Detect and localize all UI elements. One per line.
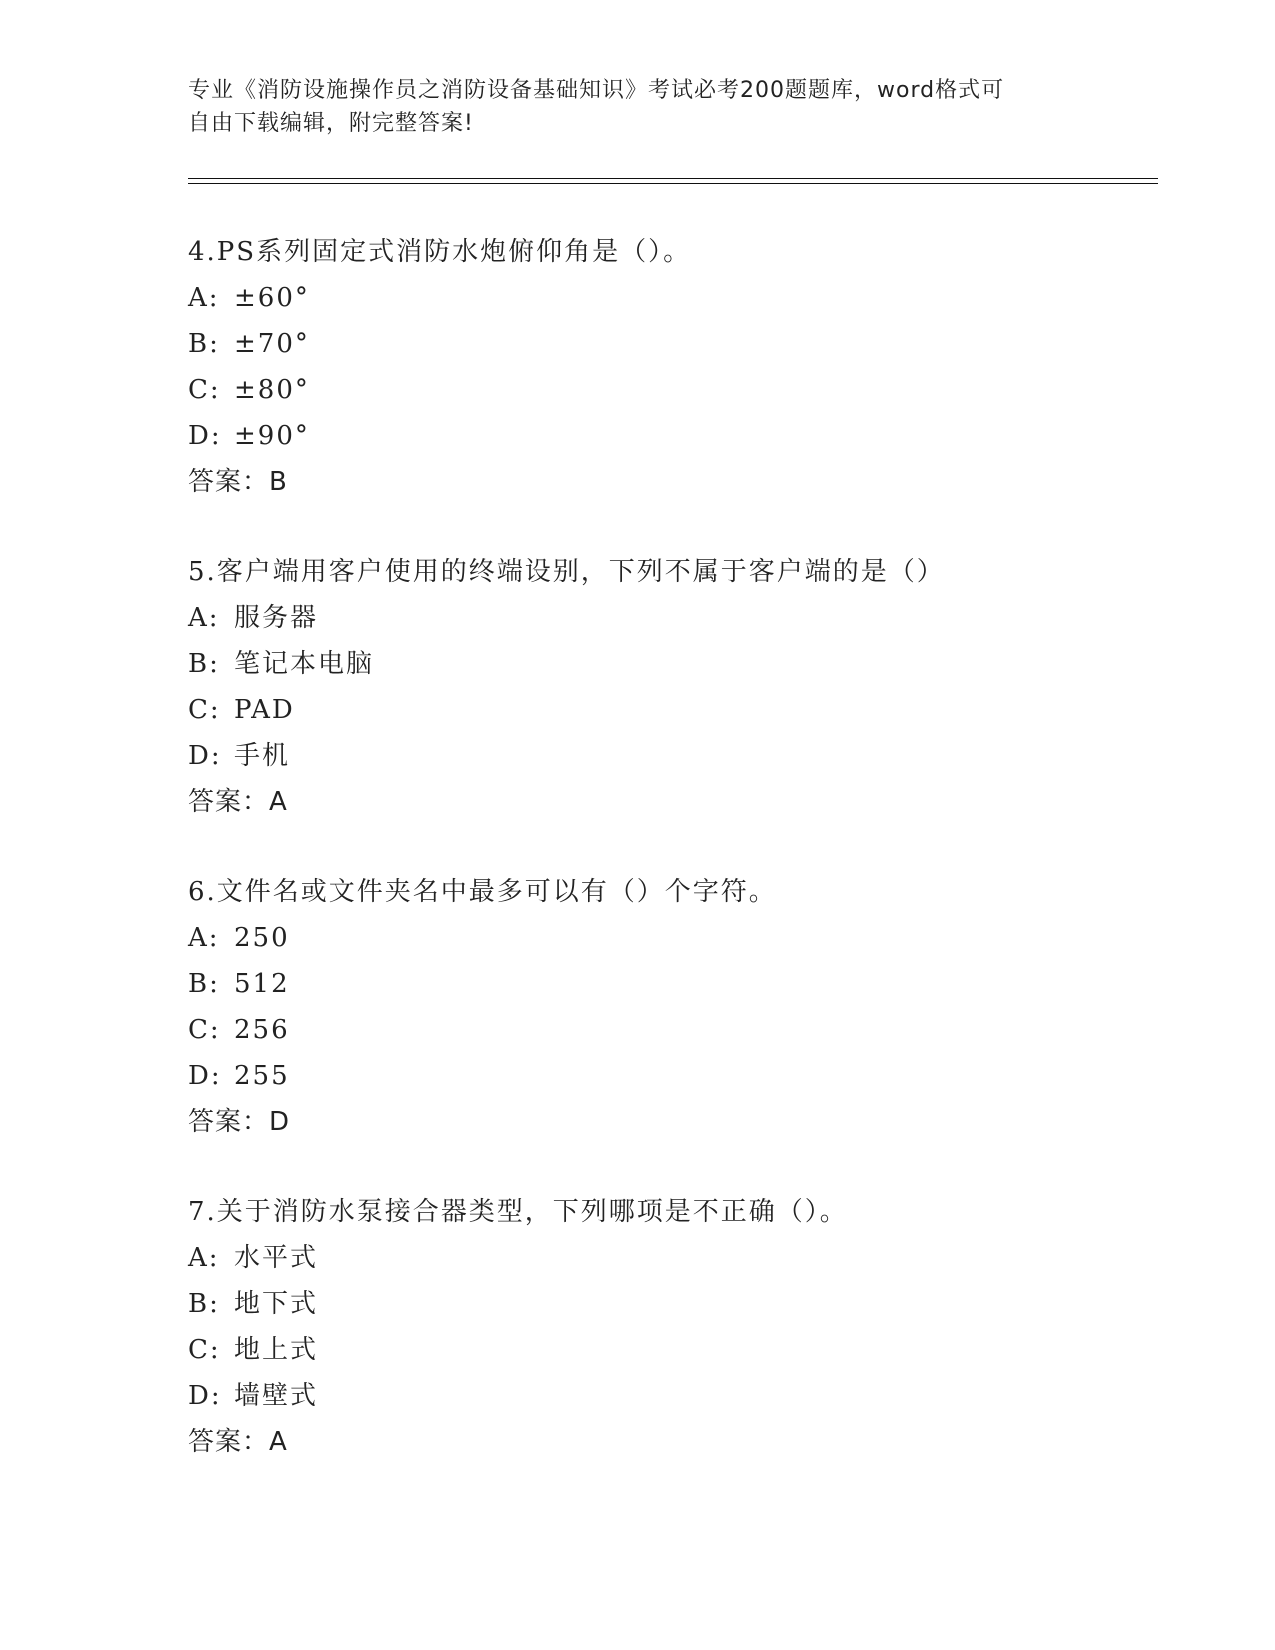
question-stem: 4.PS系列固定式消防水炮俯仰角是（）。: [188, 237, 692, 267]
option-text: 笔记本电脑: [234, 649, 375, 679]
option-a: [188, 282, 1148, 328]
question-stem: 7.关于消防水泵接合器类型，下列哪项是不正确（）。: [188, 1197, 848, 1227]
option-text: 250: [234, 923, 290, 953]
question-stem: 5.客户端用客户使用的终端设别，下列不属于客户端的是（）: [188, 557, 945, 587]
header-divider-bottom: [188, 183, 1158, 184]
option-letter: D:: [188, 741, 222, 771]
answer-line: 答案：A: [188, 1427, 288, 1457]
option-text: PAD: [234, 695, 295, 725]
option-c: [188, 1014, 1148, 1060]
option-text: 地上式: [234, 1335, 319, 1365]
question-6: [188, 876, 1148, 1152]
answer-line: 答案：B: [188, 467, 288, 497]
option-text: ±60°: [234, 283, 310, 313]
option-text: 地下式: [234, 1289, 319, 1319]
option-text: 255: [234, 1061, 290, 1091]
option-letter: D:: [188, 1381, 222, 1411]
option-text: 服务器: [234, 603, 319, 633]
option-letter: C:: [188, 695, 221, 725]
option-c: [188, 374, 1148, 420]
question-stem: 6.文件名或文件夹名中最多可以有（）个字符。: [188, 877, 777, 907]
option-d: [188, 420, 1148, 466]
option-b: [188, 968, 1148, 1014]
header-line-1: 专业《消防设施操作员之消防设备基础知识》考试必考200题题库，word格式可: [188, 78, 1005, 103]
option-d: [188, 740, 1148, 786]
option-text: ±90°: [234, 421, 310, 451]
option-letter: A:: [188, 923, 220, 953]
option-a: [188, 922, 1148, 968]
option-d: [188, 1380, 1148, 1426]
option-letter: B:: [188, 969, 220, 999]
option-text: ±80°: [234, 375, 310, 405]
option-letter: B:: [188, 1289, 220, 1319]
option-letter: A:: [188, 1243, 220, 1273]
option-c: [188, 694, 1148, 740]
option-letter: C:: [188, 1015, 221, 1045]
option-letter: D:: [188, 421, 222, 451]
option-letter: A:: [188, 603, 220, 633]
option-letter: B:: [188, 649, 220, 679]
option-b: [188, 648, 1148, 694]
option-a: [188, 602, 1148, 648]
question-7: [188, 1196, 1148, 1472]
option-letter: D:: [188, 1061, 222, 1091]
option-a: [188, 1242, 1148, 1288]
header-divider-top: [188, 178, 1158, 179]
option-d: [188, 1060, 1148, 1106]
question-4: [188, 236, 1148, 512]
answer-line: 答案：D: [188, 1107, 291, 1137]
option-c: [188, 1334, 1148, 1380]
question-5: [188, 556, 1148, 832]
option-letter: C:: [188, 375, 221, 405]
answer-line: 答案：A: [188, 787, 288, 817]
option-text: 512: [234, 969, 290, 999]
option-letter: B:: [188, 329, 220, 359]
option-text: ±70°: [234, 329, 310, 359]
header-line-2: 自由下载编辑，附完整答案!: [188, 111, 474, 136]
option-text: 墙壁式: [234, 1381, 319, 1411]
option-b: [188, 1288, 1148, 1334]
option-text: 水平式: [234, 1243, 319, 1273]
option-letter: A:: [188, 283, 220, 313]
option-b: [188, 328, 1148, 374]
option-text: 手机: [234, 741, 291, 771]
option-letter: C:: [188, 1335, 221, 1365]
option-text: 256: [234, 1015, 290, 1045]
document-header: [188, 74, 1078, 140]
